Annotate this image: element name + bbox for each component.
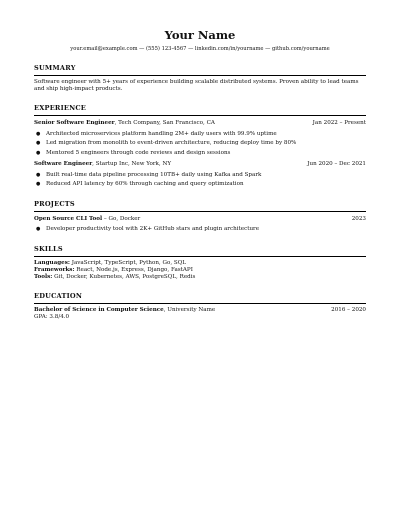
bullet-text: Reduced API latency by 60% through caching and query optimization bbox=[46, 181, 244, 188]
bullet-text: Mentored 5 engineers through code reviews and design sessions bbox=[46, 149, 231, 156]
job-header bbox=[34, 161, 366, 168]
education-title-line bbox=[34, 307, 215, 314]
skill-line bbox=[34, 274, 366, 281]
projects-section bbox=[34, 200, 366, 234]
bullet-icon: ● bbox=[36, 171, 41, 178]
skill-line bbox=[34, 260, 366, 267]
skill-line bbox=[34, 267, 366, 274]
job-dates: Jan 2022 – Present bbox=[312, 120, 366, 127]
job-role: Senior Software Engineer bbox=[34, 120, 115, 127]
skill-label: Tools: bbox=[34, 273, 53, 280]
education-header bbox=[34, 307, 366, 314]
section-title-experience: EXPERIENCE bbox=[34, 104, 87, 113]
list-item bbox=[34, 131, 366, 139]
job-entry bbox=[34, 120, 366, 157]
job-role: Software Engineer bbox=[34, 161, 93, 168]
education-degree: Bachelor of Science in Computer Science bbox=[34, 306, 164, 313]
skill-value: React, Node.js, Express, Django, FastAPI bbox=[74, 266, 193, 273]
job-title-line bbox=[34, 161, 171, 168]
bullet-text: Led migration from monolith to event-driven architecture, reducing deploy time by 80% bbox=[46, 140, 297, 147]
section-divider bbox=[34, 303, 366, 304]
job-org: , Startup Inc, New York, NY bbox=[92, 161, 172, 168]
education-gpa: GPA: 3.8/4.0 bbox=[34, 313, 70, 320]
contact-line: your.email@example.com — (555) 123-4567 — linkedin.com/in/yourname — github.com/yourname bbox=[70, 46, 330, 52]
skill-value: JavaScript, TypeScript, Python, Go, SQL bbox=[69, 259, 187, 266]
bullet-icon: ● bbox=[36, 140, 41, 147]
section-divider bbox=[34, 115, 366, 116]
list-item bbox=[34, 140, 366, 148]
section-title-projects: PROJECTS bbox=[34, 199, 75, 208]
skills-section bbox=[34, 245, 366, 281]
job-dates: Jun 2020 – Dec 2021 bbox=[307, 161, 366, 168]
skill-value: Git, Docker, Kubernetes, AWS, PostgreSQL, Redis bbox=[52, 273, 196, 280]
resume-name: Your Name bbox=[164, 28, 236, 42]
project-bullets bbox=[34, 226, 366, 234]
education-school: , University Name bbox=[163, 306, 216, 313]
bullet-text: Architected microservices platform handling 2M+ daily users with 99.9% uptime bbox=[46, 130, 277, 137]
list-item bbox=[34, 226, 366, 234]
job-bullets bbox=[34, 131, 366, 158]
bullet-icon: ● bbox=[36, 225, 41, 232]
experience-section bbox=[34, 104, 366, 188]
section-title-summary: SUMMARY bbox=[34, 64, 76, 72]
section-divider bbox=[34, 211, 366, 212]
section-divider bbox=[34, 256, 366, 257]
bullet-text: Built real-time data pipeline processing 10TB+ daily using Kafka and Spark bbox=[46, 171, 262, 178]
bullet-icon: ● bbox=[36, 149, 41, 156]
skill-label: Frameworks: bbox=[34, 266, 75, 273]
summary-text: Software engineer with 5+ years of experience building scalable distributed systems. Proven ability to lead teams and ship high-impact products. bbox=[34, 79, 359, 93]
project-dates: 2023 bbox=[351, 215, 366, 222]
list-item bbox=[34, 172, 366, 180]
section-title-education: EDUCATION bbox=[34, 291, 83, 300]
bullet-text: Developer productivity tool with 2K+ GitHub stars and plugin architecture bbox=[46, 225, 260, 232]
education-section bbox=[34, 292, 366, 321]
bullet-icon: ● bbox=[36, 130, 41, 137]
job-title-line bbox=[34, 120, 215, 127]
project-title-line bbox=[34, 216, 140, 223]
project-name: Open Source CLI Tool bbox=[34, 215, 103, 222]
job-org: , Tech Company, San Francisco, CA bbox=[114, 120, 215, 127]
job-header bbox=[34, 120, 366, 127]
skill-label: Languages: bbox=[34, 259, 70, 266]
summary-section bbox=[34, 64, 366, 93]
section-title-skills: SKILLS bbox=[34, 244, 63, 253]
job-entry bbox=[34, 161, 366, 188]
job-bullets bbox=[34, 172, 366, 189]
education-dates: 2016 – 2020 bbox=[331, 306, 366, 313]
bullet-icon: ● bbox=[36, 181, 41, 188]
project-tech: – Go, Docker bbox=[102, 215, 141, 222]
list-item bbox=[34, 150, 366, 158]
section-divider bbox=[34, 75, 366, 76]
list-item bbox=[34, 181, 366, 189]
project-header bbox=[34, 216, 366, 223]
project-entry bbox=[34, 216, 366, 234]
